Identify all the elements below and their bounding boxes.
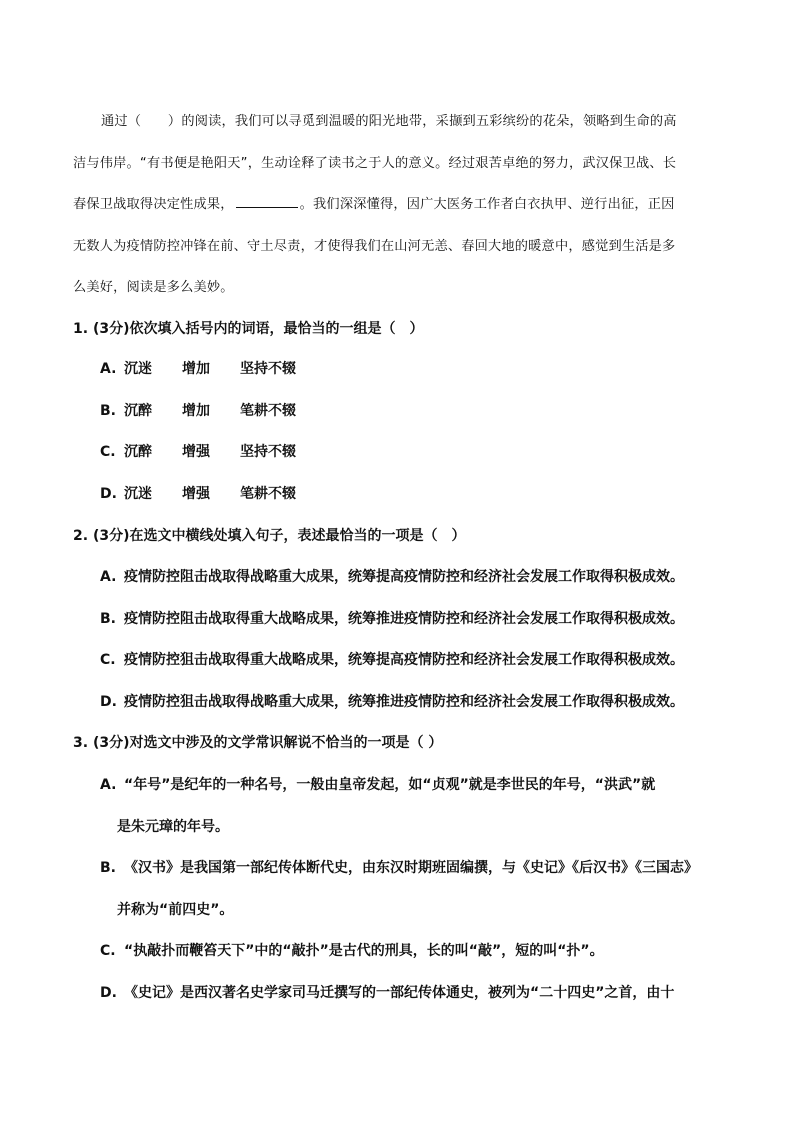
question-2-option-a (100, 566, 684, 586)
option-word-1: 沉醉 (124, 403, 152, 419)
question-3-option-b-continued: 并称为“前四史”。 (117, 902, 234, 918)
option-text-line1: “执敲扑而鞭笞天下”中的“敲扑”是古代的刑具，长的叫“敲”，短的叫“扑”。 (124, 943, 604, 959)
question-2-stem (73, 525, 465, 545)
option-letter: C. (100, 652, 116, 668)
question-2-option-c (100, 649, 684, 669)
option-word-2: 增强 (182, 486, 210, 502)
option-letter: A. (100, 361, 117, 377)
question-3-option-b (100, 857, 698, 877)
option-letter: B. (100, 611, 116, 627)
option-letter: A. (100, 777, 117, 793)
option-text-line1: 《史记》是西汉著名史学家司马迁撰写的一部纪传体通史，被列为“二十四史”之首，由十 (124, 985, 675, 1001)
fill-blank-line (236, 193, 298, 208)
option-word-1: 沉迷 (124, 486, 152, 502)
option-word-3: 笔耕不辍 (240, 403, 296, 419)
question-3-stem (73, 732, 442, 752)
question-3-option-c (100, 940, 604, 960)
option-letter: A. (100, 569, 117, 585)
question-stem-text: (3分)依次填入括号内的词语，最恰当的一组是（ ） (92, 321, 424, 337)
option-text: 疫情防控阻击战取得战略重大成果，统筹提高疫情防控和经济社会发展工作取得积极成效。 (124, 569, 684, 585)
option-word-1: 沉醉 (124, 444, 152, 460)
question-1-option-d (100, 483, 296, 503)
question-1-option-a (100, 358, 296, 378)
option-letter: B. (100, 403, 116, 419)
question-stem-text: (3分)在选文中横线处填入句子，表述最恰当的一项是（ ） (92, 528, 466, 544)
option-word-2: 增强 (182, 444, 210, 460)
question-3-option-d (100, 982, 674, 1002)
option-letter: B. (100, 860, 116, 876)
option-letter: D. (100, 486, 117, 502)
option-letter: C. (100, 943, 116, 959)
option-text: 疫情防控狙击战取得重大战略成果，统筹提高疫情防控和经济社会发展工作取得积极成效。 (124, 652, 684, 668)
passage-paragraph (73, 101, 683, 309)
reading-passage (73, 101, 683, 309)
option-word-3: 坚持不辍 (240, 444, 296, 460)
option-text-line1: 《汉书》是我国第一部纪传体断代史，由东汉时期班固编撰，与《史记》《后汉书》《三国志》 (124, 860, 698, 876)
option-letter: D. (100, 694, 117, 710)
option-letter: D. (100, 985, 117, 1001)
option-letter: C. (100, 444, 116, 460)
option-text-line1: “年号”是纪年的一种名号，一般由皇帝发起，如“贞观”就是李世民的年号，“洪武”就 (124, 777, 656, 793)
question-3-option-a-continued: 是朱元璋的年号。 (117, 819, 229, 835)
question-stem-text: (3分)对选文中涉及的文学常识解说不恰当的一项是（ ） (92, 735, 443, 751)
question-2-option-d (100, 691, 684, 711)
question-1-option-b (100, 400, 296, 420)
question-2-option-b (100, 608, 684, 628)
option-word-2: 增加 (182, 403, 210, 419)
question-number: 1. (73, 321, 89, 337)
option-word-1: 沉迷 (124, 361, 152, 377)
question-number: 3. (73, 735, 89, 751)
option-text: 疫情防控狙击战取得战略重大成果，统筹推进疫情防控和经济社会发展工作取得积极成效。 (124, 694, 684, 710)
question-number: 2. (73, 528, 89, 544)
question-1-option-c (100, 441, 296, 461)
passage-text-part1: 通过（ ）的阅读，我们可以寻觅到温暖的阳光地带，采撷到五彩缤纷的花朵，领略到生命的高洁与伟岸。“有书便是艳阳天”，生动诠释了读书之于人的意义。经过艰苦卓绝的努力，武汉保卫战、长春保卫战取得决定性成果， (73, 114, 677, 212)
option-word-3: 笔耕不辍 (240, 486, 296, 502)
question-1-stem (73, 318, 423, 338)
option-text: 疫情防控阻击战取得重大战略成果，统筹推进疫情防控和经济社会发展工作取得积极成效。 (124, 611, 684, 627)
passage-text-part2: 。我们深深懂得，因广大医务工作者白衣执甲、逆行出征，正因无数人为疫情防控冲锋在前、守土尽责，才使得我们在山河无恙、春回大地的暖意中，感觉到生活是多么美好，阅读是多么美妙。 (73, 197, 676, 295)
option-word-3: 坚持不辍 (240, 361, 296, 377)
option-word-2: 增加 (182, 361, 210, 377)
question-3-option-a (100, 774, 655, 794)
